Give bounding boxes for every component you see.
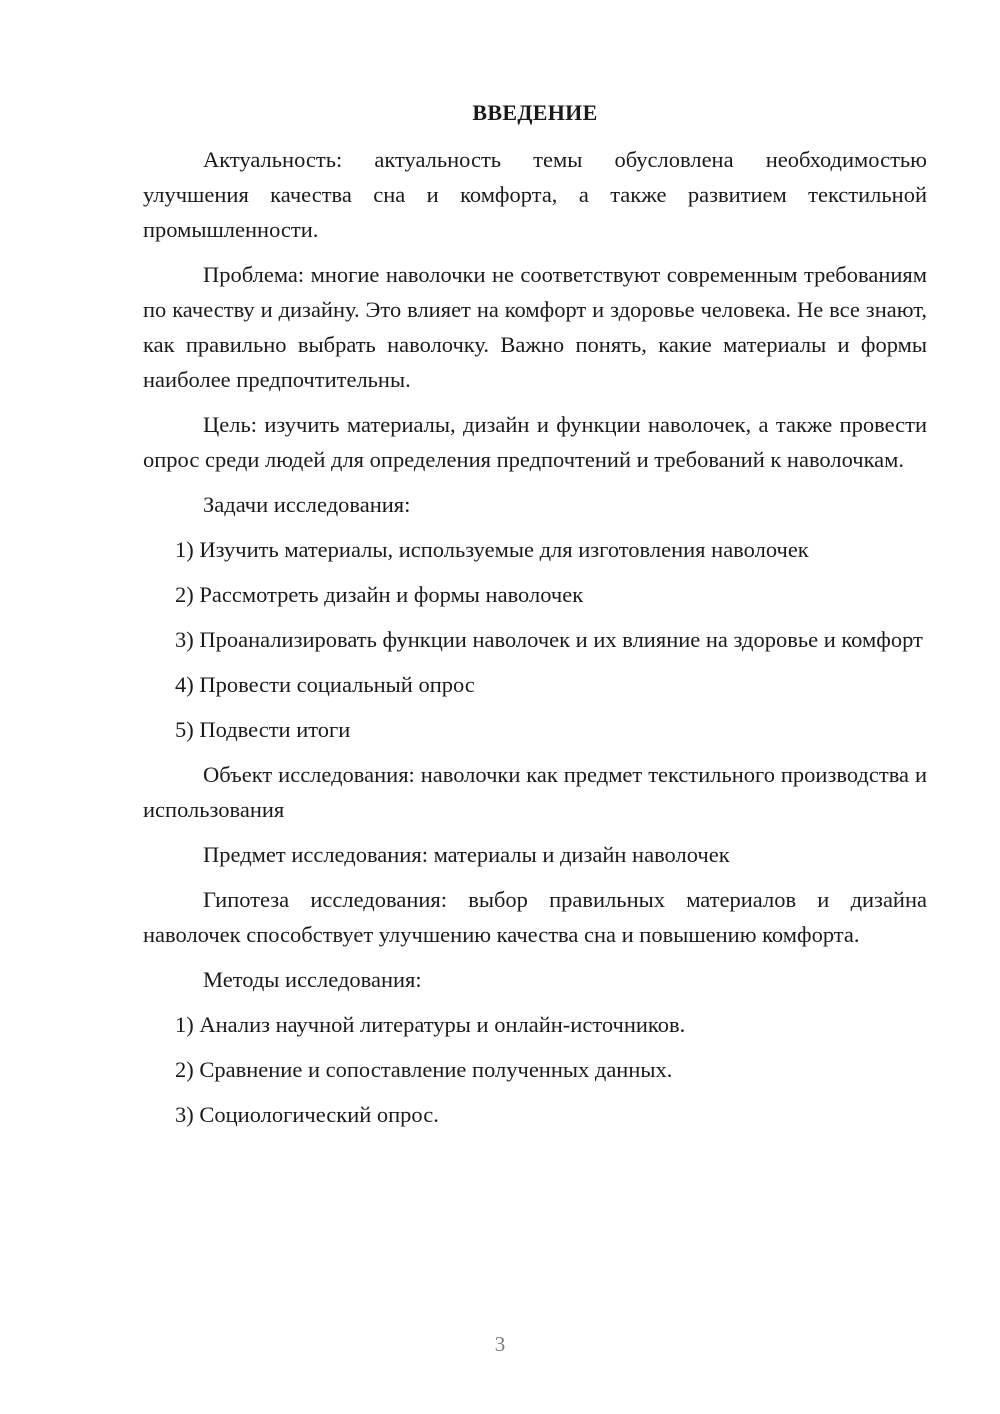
section-title: ВВЕДЕНИЕ [472,100,598,125]
task-item-3: 3) Проанализировать функции наволочек и их влияние на здоровье и комфорт [175,627,923,652]
object-paragraph: Объект исследования: наволочки как предмет текстильного производства и использования [143,762,927,822]
task-item-4: 4) Провести социальный опрос [175,672,475,697]
methods-heading: Методы исследования: [203,967,422,992]
task-item-5: 5) Подвести итоги [175,717,351,742]
tasks-heading: Задачи исследования: [203,492,411,517]
task-item-1: 1) Изучить материалы, используемые для изготовления наволочек [175,537,809,562]
method-item-1: 1) Анализ научной литературы и онлайн-источников. [175,1012,686,1037]
problem-paragraph: Проблема: многие наволочки не соответствуют современным требованиям по качеству и дизайну. Это влияет на комфорт и здоровье человека. Не все знают, как правильно выбрать наволочку. Важно понять, какие материалы и формы наиболее предпочтительны. [143,262,927,392]
document-page [143,95,927,1142]
page-number: 3 [494,1332,506,1356]
method-item-3: 3) Социологический опрос. [175,1102,439,1127]
goal-paragraph: Цель: изучить материалы, дизайн и функции наволочек, а также провести опрос среди людей для определения предпочтений и требований к наволочкам. [143,412,927,472]
method-item-2: 2) Сравнение и сопоставление полученных данных. [175,1057,673,1082]
task-item-2: 2) Рассмотреть дизайн и формы наволочек [175,582,584,607]
hypothesis-paragraph: Гипотеза исследования: выбор правильных материалов и дизайна наволочек способствует улучшению качества сна и повышению комфорта. [143,887,927,947]
relevance-paragraph: Актуальность: актуальность темы обусловлена необходимостью улучшения качества сна и комфорта, а также развитием текстильной промышленности. [143,147,927,242]
subject-paragraph: Предмет исследования: материалы и дизайн наволочек [203,842,730,867]
